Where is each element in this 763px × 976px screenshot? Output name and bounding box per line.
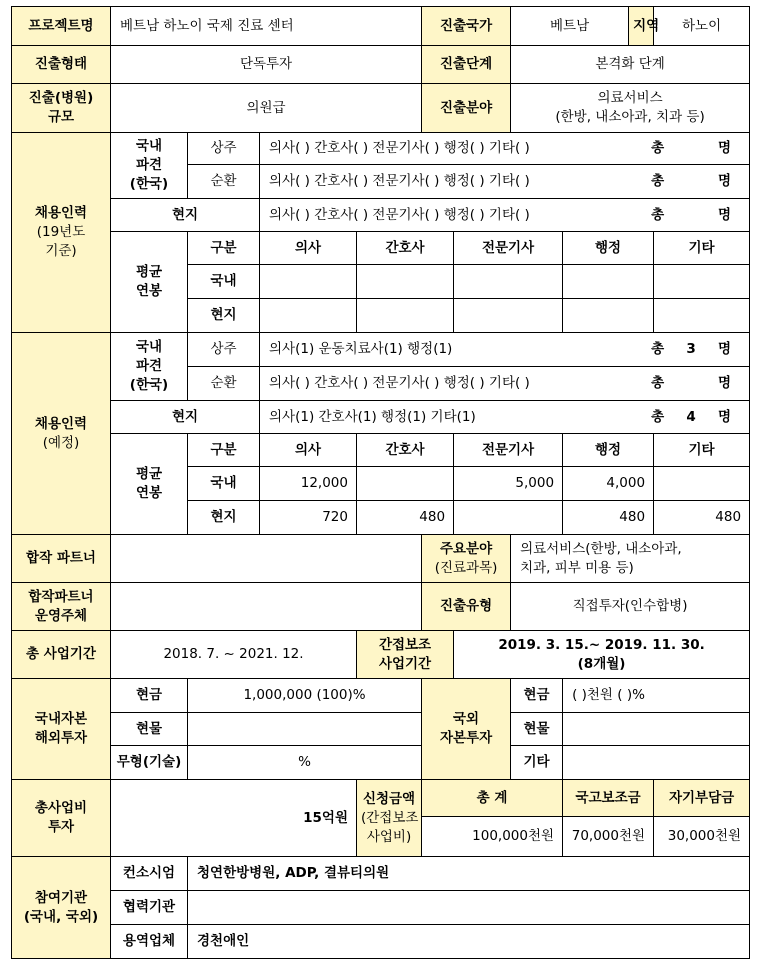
service-provider-value: 경천애인: [188, 925, 750, 959]
cooperating-label: 협력기관: [111, 891, 188, 925]
avg-salary-label: 평균 연봉: [111, 434, 188, 535]
salary-header-category: 구분: [188, 232, 260, 265]
domestic-capital-label: 국내자본 해외투자: [12, 679, 111, 780]
salary-cell: [654, 265, 750, 299]
foreign-cash-value: ( )천원 ( )%: [563, 679, 750, 713]
rotation-staff-row: 총 명 의사( ) 간호사( ) 전문기사( ) 행정( ) 기타( ): [260, 165, 750, 199]
rotation-staff-text: 의사( ) 간호사( ) 전문기사( ) 행정( ) 기타( ): [269, 375, 530, 391]
salary-cell: [563, 299, 654, 333]
scale-label: 진출(병원) 규모: [12, 84, 111, 133]
foreign-other-value: [563, 746, 750, 780]
local-staff-label: 현지: [111, 401, 260, 434]
intangible-value: %: [188, 746, 422, 780]
salary-cell: 480: [357, 501, 454, 535]
jv-partner-label: 합작 파트너: [12, 535, 111, 583]
salary-cell: [563, 265, 654, 299]
consortium-label: 컨소시엄: [111, 857, 188, 891]
budget-header-national-subsidy: 국고보조금: [563, 780, 654, 817]
avg-salary-label: 평균 연봉: [111, 232, 188, 333]
local-staff-label: 현지: [111, 199, 260, 232]
salary-header-technician: 전문기사: [454, 434, 563, 467]
request-amount-label: 신청금액 (간접보조 사업비): [357, 780, 422, 857]
resident-staff-row: 총 3 명 의사(1) 운동치료사(1) 행정(1): [260, 333, 750, 367]
total-period-value: 2018. 7. ~ 2021. 12.: [111, 631, 357, 679]
institutions-label: 참여기관 (국내, 국외): [12, 857, 111, 959]
inkind-value: [188, 713, 422, 746]
salary-cell: [654, 299, 750, 333]
salary-header-admin: 행정: [563, 232, 654, 265]
field-value: 의료서비스 (한방, 내소아과, 치과 등): [511, 84, 750, 133]
rotation-staff-row: 총 명 의사( ) 간호사( ) 전문기사( ) 행정( ) 기타( ): [260, 367, 750, 401]
local-staff-text: 의사( ) 간호사( ) 전문기사( ) 행정( ) 기타( ): [269, 206, 530, 223]
salary-cell: 480: [563, 501, 654, 535]
total-budget-label: 총사업비 투자: [12, 780, 111, 857]
foreign-cash-label: 현금: [511, 679, 563, 713]
salary-cell: [260, 265, 357, 299]
foreign-other-label: 기타: [511, 746, 563, 780]
resident-staff-text: 의사( ) 간호사( ) 전문기사( ) 행정( ) 기타( ): [269, 140, 530, 156]
resident-staff-text: 의사(1) 운동치료사(1) 행정(1): [269, 341, 453, 357]
salary-header-doctor: 의사: [260, 232, 357, 265]
field-label: 진출분야: [422, 84, 511, 133]
domestic-dispatch-label: 국내 파견 (한국): [111, 133, 188, 199]
budget-header-total: 총 계: [422, 780, 563, 817]
total-budget-value: 15억원: [111, 780, 357, 857]
rotation-label: 순환: [188, 165, 260, 199]
salary-row-domestic-label: 국내: [188, 467, 260, 501]
indirect-period-value: 2019. 3. 15.~ 2019. 11. 30. (8개월): [454, 631, 750, 679]
budget-national-subsidy-value: 70,000천원: [563, 817, 654, 857]
salary-cell: [357, 265, 454, 299]
staffing-planned-label: 채용인력 (예정): [12, 333, 111, 535]
form-value: 단독투자: [111, 46, 422, 84]
salary-header-nurse: 간호사: [357, 232, 454, 265]
salary-row-local-label: 현지: [188, 501, 260, 535]
salary-cell: [454, 265, 563, 299]
domestic-dispatch-label: 국내 파견 (한국): [111, 333, 188, 401]
salary-cell: [357, 467, 454, 501]
project-name-label: 프로젝트명: [12, 7, 111, 46]
jv-operator-label: 합작파트너 운영주체: [12, 583, 111, 631]
indirect-period-label: 간접보조 사업기간: [357, 631, 454, 679]
cash-label: 현금: [111, 679, 188, 713]
consortium-value: 청연한방병원, ADP, 결뷰티의원: [188, 857, 750, 891]
country-label: 진출국가: [422, 7, 511, 46]
salary-cell: 480: [654, 501, 750, 535]
salary-cell: [654, 467, 750, 501]
salary-header-other: 기타: [654, 434, 750, 467]
rotation-staff-text: 의사( ) 간호사( ) 전문기사( ) 행정( ) 기타( ): [269, 173, 530, 189]
salary-cell: 5,000: [454, 467, 563, 501]
region-label: 지역: [629, 7, 654, 46]
salary-cell: [260, 299, 357, 333]
main-field-value: 의료서비스(한방, 내소아과, 치과, 피부 미용 등): [511, 535, 750, 583]
salary-cell: [454, 299, 563, 333]
salary-header-nurse: 간호사: [357, 434, 454, 467]
salary-cell: [357, 299, 454, 333]
salary-row-local-label: 현지: [188, 299, 260, 333]
salary-cell: 4,000: [563, 467, 654, 501]
resident-label: 상주: [188, 333, 260, 367]
foreign-inkind-label: 현물: [511, 713, 563, 746]
resident-staff-row: 총 명 의사( ) 간호사( ) 전문기사( ) 행정( ) 기타( ): [260, 133, 750, 165]
local-staff-text: 의사(1) 간호사(1) 행정(1) 기타(1): [269, 408, 476, 425]
cooperating-value: [188, 891, 750, 925]
form-label: 진출형태: [12, 46, 111, 84]
project-info-form: [11, 6, 750, 959]
salary-cell: [454, 501, 563, 535]
scale-value: 의원급: [111, 84, 422, 133]
jv-partner-value: [111, 535, 422, 583]
salary-cell: 720: [260, 501, 357, 535]
project-name-value: 베트남 하노이 국제 진료 센터: [111, 7, 422, 46]
foreign-capital-label: 국외 자본투자: [422, 679, 511, 780]
main-field-label: 주요분야 (진료과목): [422, 535, 511, 583]
stage-label: 진출단계: [422, 46, 511, 84]
jv-operator-value: [111, 583, 422, 631]
foreign-inkind-value: [563, 713, 750, 746]
local-staff-row: 총 4 명 의사(1) 간호사(1) 행정(1) 기타(1): [260, 401, 750, 434]
salary-header-technician: 전문기사: [454, 232, 563, 265]
total-period-label: 총 사업기간: [12, 631, 111, 679]
salary-header-category: 구분: [188, 434, 260, 467]
budget-self-payment-value: 30,000천원: [654, 817, 750, 857]
budget-header-self-payment: 자기부담금: [654, 780, 750, 817]
resident-label: 상주: [188, 133, 260, 165]
stage-value: 본격화 단계: [511, 46, 750, 84]
cash-value: 1,000,000 (100)%: [188, 679, 422, 713]
inkind-label: 현물: [111, 713, 188, 746]
country-value: 베트남: [511, 7, 629, 46]
entry-type-label: 진출유형: [422, 583, 511, 631]
intangible-label: 무형(기술): [111, 746, 188, 780]
rotation-label: 순환: [188, 367, 260, 401]
salary-row-domestic-label: 국내: [188, 265, 260, 299]
service-provider-label: 용역업체: [111, 925, 188, 959]
salary-header-other: 기타: [654, 232, 750, 265]
salary-cell: 12,000: [260, 467, 357, 501]
budget-total-value: 100,000천원: [422, 817, 563, 857]
local-staff-row: 총 명 의사( ) 간호사( ) 전문기사( ) 행정( ) 기타( ): [260, 199, 750, 232]
staffing-2019-label: 채용인력 (19년도 기준): [12, 133, 111, 333]
region-value: 하노이: [654, 7, 750, 46]
salary-header-admin: 행정: [563, 434, 654, 467]
entry-type-value: 직접투자(인수합병): [511, 583, 750, 631]
salary-header-doctor: 의사: [260, 434, 357, 467]
